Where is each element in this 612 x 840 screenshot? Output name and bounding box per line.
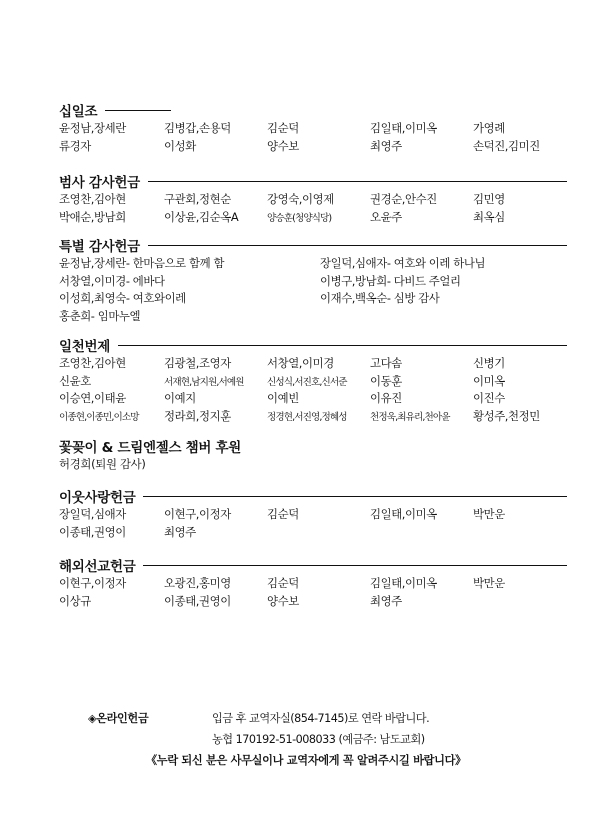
name-cell: 박애순,방남희 <box>59 209 126 224</box>
name-cell: 홍춘희- 임마누엘 <box>59 308 141 323</box>
name-cell: 신윤호 <box>59 373 91 388</box>
name-cell: 조영찬,김아현 <box>59 192 126 206</box>
section-title: 특별 감사헌금 <box>59 239 140 255</box>
section-header <box>59 486 567 506</box>
section-header <box>59 171 567 191</box>
name-cell: 서창열,이미경 <box>267 356 334 370</box>
name-cell: 오윤주 <box>370 209 402 224</box>
section-rule <box>118 345 567 346</box>
name-cell: 이종태,권영이 <box>59 524 126 539</box>
name-cell: 최영주 <box>370 593 402 608</box>
name-cell: 이상윤,김순옥A <box>164 209 239 224</box>
name-cell: 최옥심 <box>473 209 505 224</box>
name-cell: 이예지 <box>164 391 196 405</box>
name-cell: 윤정남,장세란 <box>59 121 126 135</box>
section-rule <box>105 110 171 111</box>
name-cell: 박만운 <box>473 507 505 521</box>
section-rule <box>148 245 567 246</box>
name-cell: 강영숙,이영제 <box>267 192 334 206</box>
name-cell: 양수보 <box>267 138 299 153</box>
name-row <box>59 255 567 273</box>
section-rule <box>143 496 567 497</box>
name-cell: 오광진,홍미영 <box>164 576 231 590</box>
name-row <box>59 308 567 326</box>
name-row <box>59 408 567 426</box>
contact-instruction: 입금 후 교역자실(854-7145)로 연락 바랍니다. <box>212 712 430 725</box>
section-title: 범사 감사헌금 <box>59 175 140 191</box>
name-cell: 권경순,안수진 <box>370 192 437 206</box>
section-neighbor <box>59 486 567 541</box>
name-cell: 이상규 <box>59 593 91 608</box>
name-row <box>59 355 567 373</box>
section-header <box>59 436 567 456</box>
section-rule <box>148 181 567 182</box>
name-cell: 윤정남,장세란- 한마음으로 함께 함 <box>59 256 225 270</box>
name-cell: 양승훈(청양식당) <box>267 212 332 224</box>
name-row <box>59 138 567 156</box>
name-cell: 황성주,천정민 <box>473 408 540 423</box>
section-header <box>59 100 567 120</box>
name-cell: 김일태,이미옥 <box>370 121 437 135</box>
name-row <box>59 373 567 391</box>
name-cell: 박만운 <box>473 576 505 590</box>
section-first-week <box>59 335 567 425</box>
name-row <box>59 191 567 209</box>
name-cell: 이종현,이종민,이소망 <box>59 411 139 423</box>
name-cell: 최영주 <box>164 524 196 539</box>
name-cell: 고다솜 <box>370 356 402 370</box>
section-tithe <box>59 100 567 155</box>
section-title: 일천번제 <box>59 339 110 355</box>
name-cell: 서창열,이미경- 에바다 <box>59 273 165 288</box>
name-cell: 김순덕 <box>267 576 299 590</box>
name-cell: 최영주 <box>370 138 402 153</box>
name-row <box>59 575 567 593</box>
name-cell: 장일덕,심애자- 여호와 이레 하나님 <box>320 256 486 270</box>
name-cell: 김일태,이미옥 <box>370 507 437 521</box>
name-cell: 손덕진,김미진 <box>473 138 540 153</box>
name-cell: 이예빈 <box>267 391 299 405</box>
name-cell: 이성희,최영숙- 여호와이레 <box>59 291 186 305</box>
name-cell: 이승연,이태윤 <box>59 391 126 405</box>
name-cell: 정경현,서진영,정혜성 <box>267 411 347 423</box>
section-title: 꽃꽂이 & 드림엔젤스 챔버 후원 <box>59 440 241 456</box>
name-cell: 김순덕 <box>267 121 299 135</box>
name-cell: 이미옥 <box>473 373 505 388</box>
section-sponsor <box>59 436 567 474</box>
name-cell: 정라희,정지훈 <box>164 408 231 423</box>
name-row: 허경희(퇴원 감사) <box>59 457 146 471</box>
section-missions <box>59 555 567 610</box>
section-title: 십일조 <box>59 104 98 120</box>
name-row <box>59 120 567 138</box>
name-cell: 이진수 <box>473 391 505 405</box>
name-row <box>59 290 567 308</box>
section-thanks-special <box>59 235 567 325</box>
name-cell: 서재현,남지원,서예원 <box>164 376 244 388</box>
name-cell: 이재수,백옥순- 심방 감사 <box>320 291 440 305</box>
omission-notice: 《누락 되신 분은 사무실이나 교역자에게 꼭 알려주시길 바랍니다》 <box>145 754 467 767</box>
name-cell: 구관회,정현순 <box>164 192 231 206</box>
name-cell: 이현구,이정자 <box>59 576 126 590</box>
section-title: 해외선교헌금 <box>59 559 136 575</box>
name-cell: 가영례 <box>473 121 505 135</box>
section-rule <box>143 565 567 566</box>
name-cell: 김민영 <box>473 192 505 206</box>
section-title: 이웃사랑헌금 <box>59 490 136 506</box>
name-cell: 이성화 <box>164 138 196 153</box>
name-cell: 조영찬,김아현 <box>59 356 126 370</box>
name-cell: 류경자 <box>59 138 91 153</box>
name-cell: 이현구,이정자 <box>164 507 231 521</box>
name-row <box>59 593 567 611</box>
section-header <box>59 555 567 575</box>
name-row <box>59 209 567 227</box>
bank-account: 농협 170192-51-008033 (예금주: 남도교회) <box>212 733 425 746</box>
name-cell: 장일덕,심애자 <box>59 507 126 521</box>
section-header <box>59 335 567 355</box>
name-cell: 김광철,조영자 <box>164 356 231 370</box>
name-row <box>59 506 567 524</box>
name-row <box>59 390 567 408</box>
name-cell: 이유진 <box>370 391 402 405</box>
name-row <box>59 273 567 291</box>
name-cell: 이종태,권영이 <box>164 593 231 608</box>
name-cell: 김순덕 <box>267 507 299 521</box>
name-cell: 이동훈 <box>370 373 402 388</box>
name-cell: 신병기 <box>473 356 505 370</box>
name-cell: 김일태,이미옥 <box>370 576 437 590</box>
section-header <box>59 235 567 255</box>
section-thanks-all <box>59 171 567 226</box>
online-offering-label: ◈온라인헌금 <box>88 712 149 725</box>
name-cell: 신성식,서진호,신서준 <box>267 376 347 388</box>
name-cell: 양수보 <box>267 593 299 608</box>
name-row <box>59 524 567 542</box>
name-cell: 이병구,방남희- 다비드 주얼리 <box>320 273 461 288</box>
name-cell: 천정욱,최유리,천아윤 <box>370 411 450 423</box>
name-cell: 김병갑,손용덕 <box>164 121 231 135</box>
